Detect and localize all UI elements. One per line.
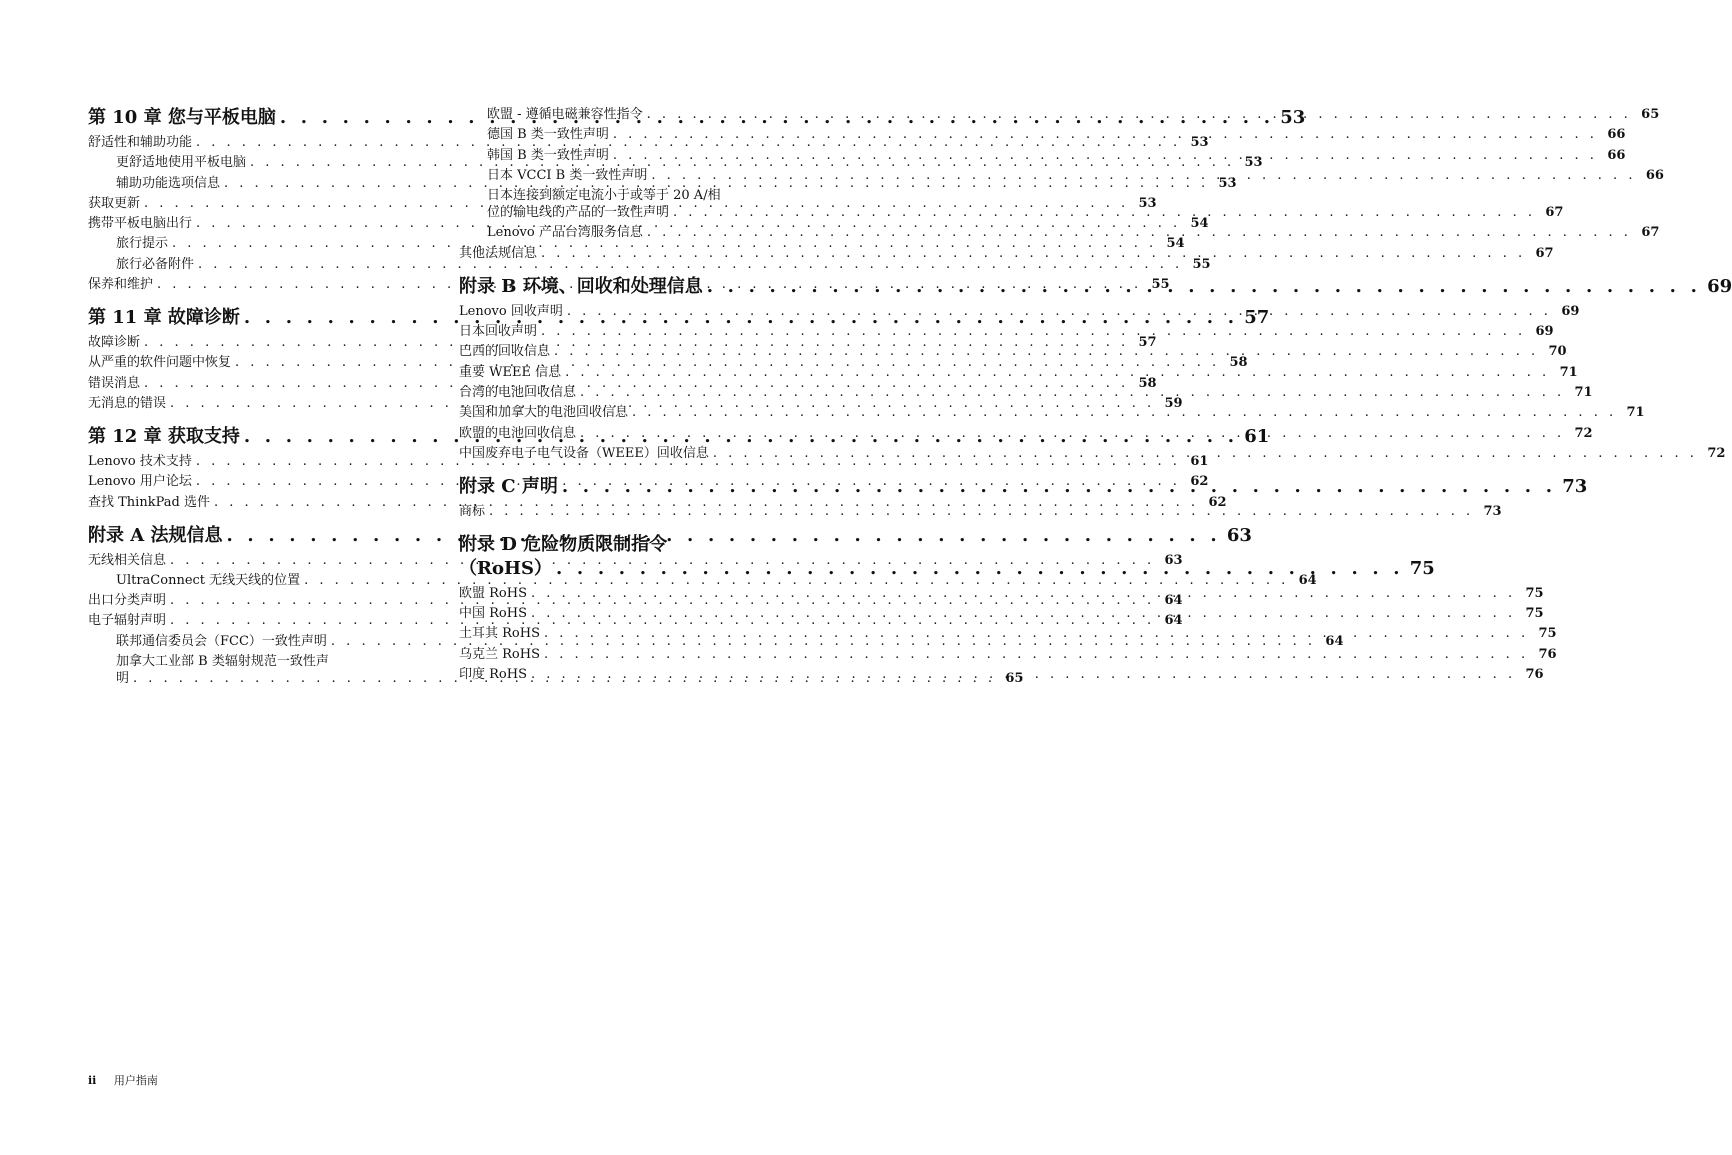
- toc-entry[interactable]: 日本回收声明 . . . 69: [459, 323, 790, 340]
- toc-entry[interactable]: 电子辐射声明 . . . 64: [88, 612, 419, 629]
- toc-entry[interactable]: 携带平板电脑出行 . . . 54: [88, 215, 419, 232]
- toc-subentry[interactable]: 旅行提示 . . . 54: [88, 235, 419, 252]
- toc-appendix-b[interactable]: 附录 B 环境、回收和处理信息 . . . 69: [459, 275, 790, 299]
- toc-subentry[interactable]: 欧盟 - 遵循电磁兼容性指令 . . . 65: [459, 106, 790, 123]
- toc-subentry[interactable]: 德国 B 类一致性声明 . . . 66: [459, 126, 790, 143]
- page-footer: [88, 1074, 158, 1088]
- toc-entry[interactable]: 保养和维护 . . . 55: [88, 276, 419, 293]
- toc-appendix-c[interactable]: 附录 C 声明 . . . 73: [459, 475, 790, 499]
- toc-subentry-multiline[interactable]: 加拿大工业部 B 类辐射规范一致性声 明 . . . 65: [88, 653, 419, 687]
- toc-chapter-12[interactable]: 第 12 章 获取支持 . . . 61: [88, 425, 419, 449]
- footer-page-number: ii: [88, 1074, 97, 1087]
- toc-subentry[interactable]: 联邦通信委员会（FCC）一致性声明 . . . 64: [88, 633, 419, 650]
- toc-entry[interactable]: 台湾的电池回收信息 . . . 71: [459, 384, 790, 401]
- toc-entry[interactable]: 出口分类声明 . . . 64: [88, 592, 419, 609]
- toc-entry[interactable]: 印度 RoHS . . . 76: [459, 666, 790, 683]
- toc-entry[interactable]: 中国 RoHS . . . 75: [459, 605, 790, 622]
- toc-subentry[interactable]: 韩国 B 类一致性声明 . . . 66: [459, 147, 790, 164]
- toc-entry[interactable]: 商标 . . . 73: [459, 503, 790, 520]
- toc-entry[interactable]: 无线相关信息 . . . 63: [88, 552, 419, 569]
- toc-subentry[interactable]: Lenovo 产品台湾服务信息 . . . 67: [459, 224, 790, 241]
- toc-entry[interactable]: 查找 ThinkPad 选件 . . . 62: [88, 494, 419, 511]
- toc-entry[interactable]: 中国废弃电子电气设备（WEEE）回收信息 . . . 72: [459, 445, 790, 462]
- toc-entry[interactable]: 土耳其 RoHS . . . 75: [459, 625, 790, 642]
- toc-appendix-a[interactable]: 附录 A 法规信息 . . . 63: [88, 524, 419, 548]
- toc-subentry[interactable]: 更舒适地使用平板电脑 . . . 53: [88, 154, 419, 171]
- toc-entry[interactable]: 无消息的错误 . . . 59: [88, 395, 419, 412]
- toc-entry[interactable]: Lenovo 用户论坛 . . . 62: [88, 473, 419, 490]
- toc-entry[interactable]: Lenovo 技术支持 . . . 61: [88, 453, 419, 470]
- toc-subentry[interactable]: UltraConnect 无线天线的位置 . . . 64: [88, 572, 419, 589]
- toc-subentry[interactable]: 辅助功能选项信息 . . . 53: [88, 175, 419, 192]
- toc-appendix-d[interactable]: 附录 D 危险物质限制指令 （RoHS） . . . 75: [459, 533, 790, 581]
- toc-entry[interactable]: 舒适性和辅助功能 . . . 53: [88, 134, 419, 151]
- toc-subentry-multiline[interactable]: 日本连接到额定电流小于或等于 20 A/相 位的输电线的产品的一致性声明 . . . 67: [459, 187, 790, 221]
- footer-doc-title: 用户指南: [113, 1074, 158, 1087]
- toc-chapter-11[interactable]: 第 11 章 故障诊断 . . . 57: [88, 306, 419, 330]
- toc-entry[interactable]: 从严重的软件问题中恢复 . . . 58: [88, 354, 419, 371]
- toc-entry[interactable]: 重要 WEEE 信息 . . . 71: [459, 364, 790, 381]
- toc-entry[interactable]: 欧盟 RoHS . . . 75: [459, 585, 790, 602]
- toc-subentry[interactable]: 旅行必备附件 . . . 55: [88, 256, 419, 273]
- toc-entry[interactable]: 错误消息 . . . 58: [88, 375, 419, 392]
- toc-entry[interactable]: 美国和加拿大的电池回收信息 . . . 71: [459, 404, 790, 421]
- toc-entry[interactable]: 巴西的回收信息 . . . 70: [459, 343, 790, 360]
- toc-entry[interactable]: 欧盟的电池回收信息 . . . 72: [459, 425, 790, 442]
- toc-entry[interactable]: 乌克兰 RoHS . . . 76: [459, 646, 790, 663]
- toc-entry[interactable]: Lenovo 回收声明 . . . 69: [459, 303, 790, 320]
- toc-entry[interactable]: 获取更新 . . . 53: [88, 195, 419, 212]
- toc-chapter-10[interactable]: 第 10 章 您与平板电脑 . . . 53: [88, 106, 419, 130]
- toc-subentry[interactable]: 日本 VCCI B 类一致性声明 . . . 66: [459, 167, 790, 184]
- toc-entry[interactable]: 故障诊断 . . . 57: [88, 334, 419, 351]
- toc-entry[interactable]: 其他法规信息 . . . 67: [459, 245, 790, 262]
